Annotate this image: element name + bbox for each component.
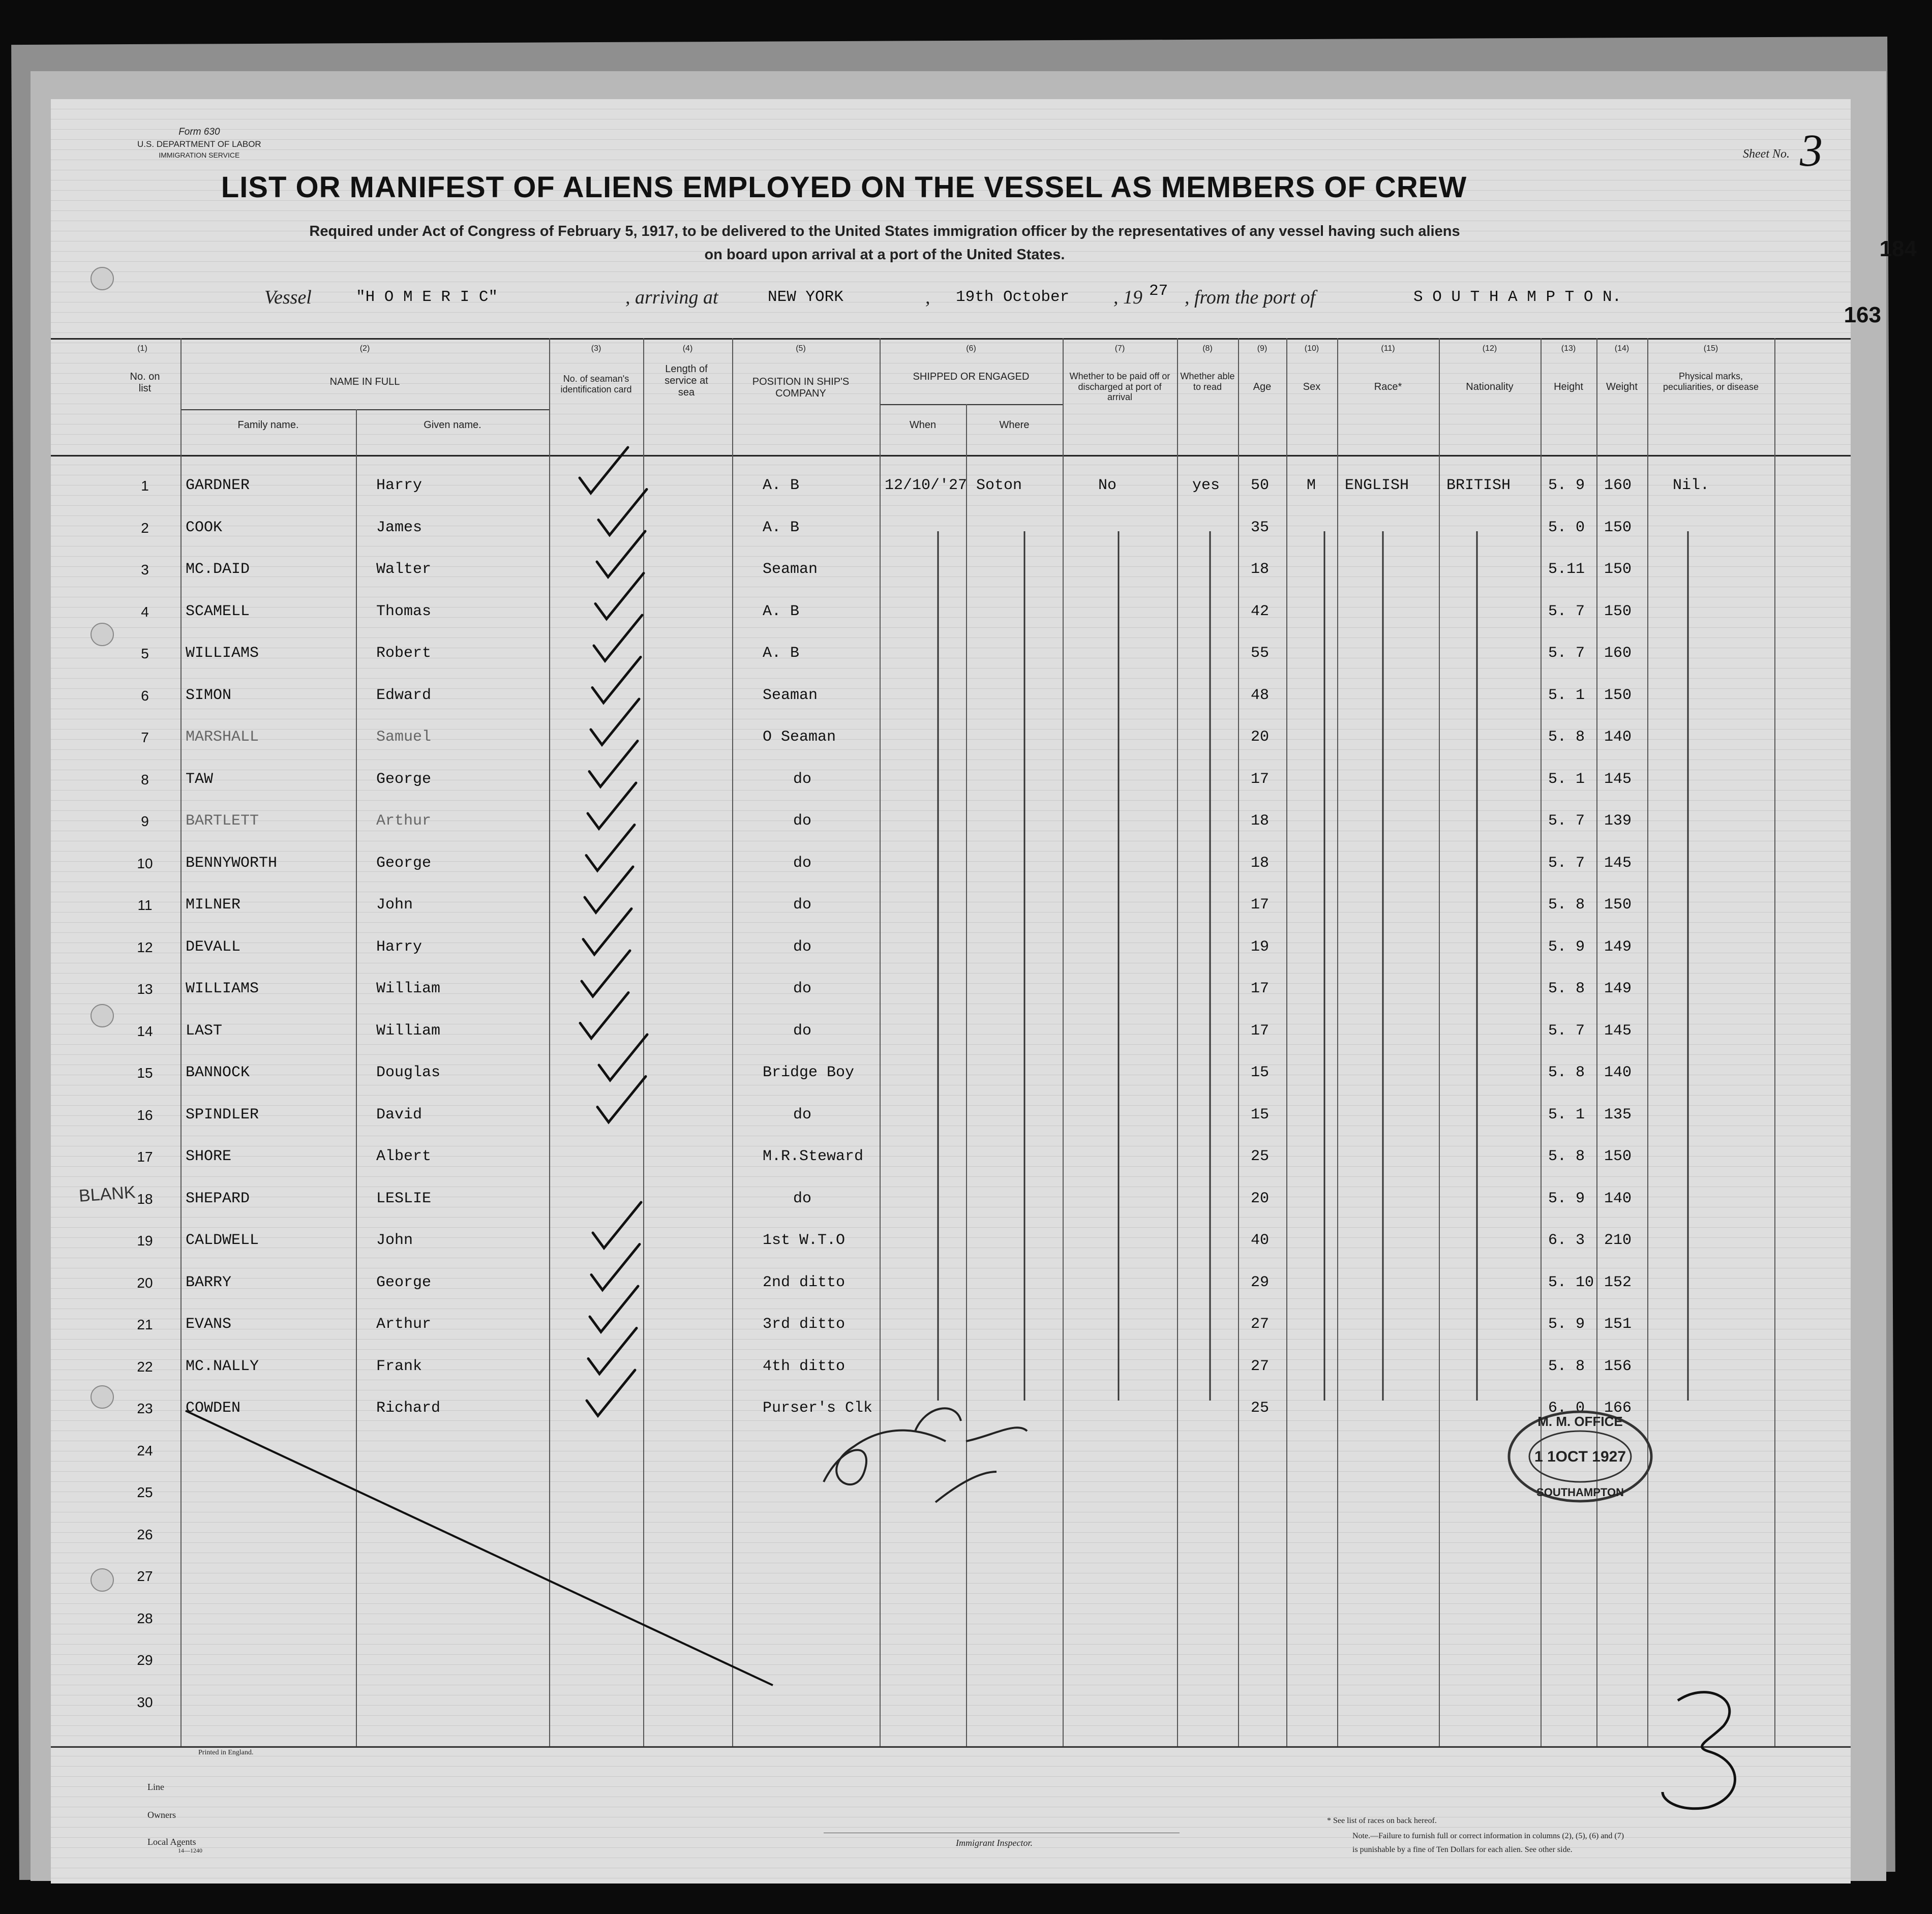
age: 17 [1251,896,1270,914]
given-name: Samuel [376,728,432,746]
row-number: 2 [141,520,149,536]
position: do [793,896,812,914]
check-mark [593,1202,641,1248]
age: 27 [1251,1357,1270,1375]
col-race-header: Race* [1374,381,1402,392]
form-number: Form 630 [178,127,220,137]
col-given-name-header: Given name. [424,419,481,431]
row-number: 4 [141,603,149,620]
col-6-number: (6) [966,344,976,353]
weight: 150 [1604,1148,1632,1165]
check-mark [588,1328,637,1374]
row-number: 18 [137,1191,153,1207]
race: ENGLISH [1345,477,1409,494]
weight: 150 [1604,686,1632,704]
position: O Seaman [763,728,836,746]
row-number: 13 [137,981,153,997]
col-position-header: POSITION IN SHIP'S COMPANY [752,376,850,399]
row-number: 29 [137,1652,153,1668]
col-14-number: (14) [1614,344,1629,353]
signature [824,1408,1027,1502]
height: 5. 7 [1548,854,1585,872]
check-mark [591,699,639,745]
age: 17 [1251,1022,1270,1040]
from-label: , from the port of [1185,287,1316,308]
row-number: 23 [137,1401,153,1416]
height: 6. 0 [1548,1400,1585,1417]
height: 5. 8 [1548,728,1585,746]
age: 27 [1251,1316,1270,1333]
printed-in: Printed in England. [198,1749,254,1756]
age: 25 [1251,1148,1270,1165]
check-mark [597,531,645,577]
given-name: George [376,770,432,788]
sheet-label: Sheet No. [1743,147,1790,161]
col-where-header: Where [999,419,1030,431]
family-name: BARRY [186,1273,232,1291]
age: 18 [1251,812,1270,830]
weight: 139 [1604,812,1632,830]
height: 5. 8 [1548,1148,1585,1165]
given-name: Edward [376,686,432,704]
family-name: BENNYWORTH [186,854,278,872]
given-name: William [376,1022,441,1040]
given-name: Richard [376,1400,441,1417]
height: 6. 3 [1548,1232,1585,1249]
given-name: LESLIE [376,1190,432,1207]
height: 5. 9 [1548,1316,1585,1333]
height: 5. 9 [1548,1190,1585,1207]
family-name: MC.DAID [186,561,250,578]
row-number: 25 [137,1484,153,1500]
col-service-header: Length of service at sea [665,363,708,398]
given-name: Walter [376,561,432,578]
weight: 151 [1604,1316,1632,1333]
col-read-header: Whether able to read [1180,371,1235,392]
row-number: 14 [137,1023,153,1039]
paid-off: No [1098,477,1117,494]
weight: 150 [1604,896,1632,914]
col-age-header: Age [1253,381,1272,392]
given-name: John [376,1232,413,1249]
position: do [793,938,812,956]
given-name: Robert [376,645,432,662]
weight: 210 [1604,1232,1632,1249]
handwriting-overlay [51,99,1851,1883]
col-8-number: (8) [1202,344,1213,353]
height: 5. 0 [1548,519,1585,536]
arriving-label: , arriving at [625,287,718,308]
position: do [793,812,812,830]
family-name: DEVALL [186,938,241,956]
height: 5. 8 [1548,1064,1585,1081]
age: 15 [1251,1064,1270,1081]
height: 5. 9 [1548,938,1585,956]
family-name: SHORE [186,1148,232,1165]
family-name: COWDEN [186,1400,241,1417]
given-name: James [376,519,422,536]
position: M.R.Steward [763,1148,864,1165]
height: 5.11 [1548,561,1585,578]
weight: 149 [1604,980,1632,997]
given-name: George [376,854,432,872]
check-mark [599,1035,647,1080]
age: 20 [1251,1190,1270,1207]
position: do [793,1106,812,1123]
family-name: MC.NALLY [186,1357,259,1375]
given-name: Harry [376,938,422,956]
weight: 150 [1604,519,1632,536]
age: 19 [1251,938,1270,956]
weight: 145 [1604,1022,1632,1040]
row-number: 15 [137,1065,153,1081]
check-mark [590,1286,638,1332]
stamp-top-text: M. M. OFFICE [1537,1414,1623,1429]
given-name: Albert [376,1148,432,1165]
col-9-number: (9) [1257,344,1267,353]
row-number: 19 [137,1233,153,1249]
weight: 135 [1604,1106,1632,1123]
position: A. B [763,519,800,536]
row-number: 27 [137,1568,153,1584]
age: 18 [1251,854,1270,872]
col-nationality-header: Nationality [1466,381,1514,392]
inspector-label: Immigrant Inspector. [956,1838,1033,1848]
col-13-number: (13) [1561,344,1576,353]
subtitle-line-2: on board upon arrival at a port of the United States. [704,247,1065,263]
position: do [793,980,812,997]
row-number: 9 [141,813,149,829]
check-mark [582,951,630,996]
row-number: 11 [137,897,153,913]
row-number: 5 [141,646,149,661]
col-marks-header: Physical marks, peculiarities, or disease [1663,371,1759,392]
col-10-number: (10) [1304,344,1319,353]
able-to-read: yes [1192,477,1220,494]
position: do [793,1190,812,1207]
given-name: Arthur [376,812,432,830]
given-name: John [376,896,413,914]
position: do [793,1022,812,1040]
position: Seaman [763,561,818,578]
check-mark [595,573,644,619]
check-mark [588,783,636,829]
given-name: Douglas [376,1064,441,1081]
weight: 140 [1604,728,1632,746]
side-number-2: 184 [1879,236,1917,261]
family-name: TAW [186,770,214,788]
position: do [793,770,812,788]
age: 20 [1251,728,1270,746]
row-number: 17 [137,1149,153,1165]
age: 42 [1251,602,1270,620]
row-number: 22 [137,1358,153,1375]
position: Seaman [763,686,818,704]
col-height-header: Height [1554,381,1583,392]
check-mark [589,741,638,787]
family-name: CALDWELL [186,1232,259,1249]
handwritten-number-mark [1663,1692,1735,1809]
family-name: BANNOCK [186,1064,250,1081]
col-7-number: (7) [1114,344,1125,353]
subtitle-line-1: Required under Act of Congress of February 5, 1917, to be delivered to the United States immigration officer by the representatives of any vessel having such aliens [309,223,1460,239]
height: 5. 1 [1548,1106,1585,1123]
col-sex-header: Sex [1303,381,1321,392]
arrival-port: NEW YORK [768,288,843,306]
given-name: William [376,980,441,997]
check-mark [591,1244,640,1290]
family-name: SIMON [186,686,232,704]
check-mark [592,657,641,703]
position: do [793,854,812,872]
position: 2nd ditto [763,1273,846,1291]
col-name-header: NAME IN FULL [329,376,400,387]
family-name: SHEPARD [186,1190,250,1207]
shipped-when: 12/10/'27 [885,477,968,494]
mm-office-stamp [1504,1406,1656,1507]
given-name: Frank [376,1357,422,1375]
col-when-header: When [909,419,937,431]
given-name: Arthur [376,1316,432,1333]
check-mark [594,615,642,661]
side-number: 163 [1844,302,1881,327]
row-number: 10 [137,855,153,871]
height: 5. 1 [1548,770,1585,788]
check-mark [598,490,647,535]
sheet-number: 3 [1800,126,1823,176]
vessel-label: Vessel [264,287,312,308]
age: 48 [1251,686,1270,704]
family-name: MILNER [186,896,241,914]
family-name: WILLIAMS [186,980,259,997]
weight: 140 [1604,1064,1632,1081]
age: 25 [1251,1400,1270,1417]
given-name: George [376,1273,432,1291]
check-mark [580,447,628,493]
year-prefix: , 19 [1113,287,1142,308]
departure-port: S O U T H A M P T O N. [1413,288,1622,306]
position: A. B [763,645,800,662]
age: 50 [1251,477,1270,494]
weight: 145 [1604,854,1632,872]
col-1-number: (1) [137,344,147,353]
service: IMMIGRATION SERVICE [159,150,240,159]
races-note: * See list of races on back hereof. [1327,1816,1437,1825]
arrival-date: 19th October [956,288,1070,306]
height: 5. 7 [1548,602,1585,620]
height: 5. 9 [1548,477,1585,494]
height: 5. 8 [1548,1357,1585,1375]
weight: 160 [1604,477,1632,494]
col-15-number: (15) [1703,344,1718,353]
family-name: BARTLETT [186,812,259,830]
position: 1st W.T.O [763,1232,846,1249]
footnote-line-2: is punishable by a fine of Ten Dollars for each alien. See other side. [1352,1845,1573,1854]
weight: 156 [1604,1357,1632,1375]
weight: 166 [1604,1400,1632,1417]
weight: 150 [1604,602,1632,620]
weight: 145 [1604,770,1632,788]
check-mark [597,1077,646,1122]
row-number: 6 [141,687,149,704]
row-number: 12 [137,939,153,955]
stamp-bottom-text: SOUTHAMPTON [1536,1486,1624,1499]
stamp-date: 1 1OCT 1927 [1534,1448,1626,1465]
height: 5. 7 [1548,645,1585,662]
age: 40 [1251,1232,1270,1249]
manifest-sheet: Form 630 U.S. DEPARTMENT OF LABOR IMMIGRATION SERVICE Sheet No. 3 163 184 LIST OR MANIFEST OF ALIENS EMPLOYED ON THE VESSEL AS MEMBERS OF CREW Required under Act of Congress of February 5, 1917, to be delivered to the United States immigration officer by the representatives of any vessel having such aliens on board upon arrival at a port of the United States. Vessel "H O M E R I C" , arriving at NEW YORK , 19th October , 19 27 , from the port of S O U T H A M P T O N. (1) No. on list (2) NAME IN FULL Family name. Given name. (3) No. of seaman's identification card (4) Length of service at sea (5) POSITION IN SHIP'S COMPANY (6) SHIPPED OR ENGAGED When Where (7) Whether to be paid off or discharged at port of arrival (8) Whether able to read (9) Age (10) Sex (11) Race* (12) Nationality (13) Height (14) Weight (15) Physical marks, peculiarities, or disease 1 GARDNER Harry A. B 12/10/'27 Soton No yes 50 M ENGLISH BRITISH 5. 9 160 Nil. 2 COOK James A. B 35 5. 0 150 3 MC.DAID Walter Seaman 18 5.11 150 4 SCAMELL Thomas A. B 42 5. 7 150 5 WILLIAMS Robert A. B 55 5. 7 160 6 SIMON Edward Seaman 48 5. 1 150 7 MARSHALL Samuel O Seaman 20 5. 8 140 8 TAW George do 17 5. 1 145 9 BARTLETT Arthur do 18 5. 7 139 10 BENNYWORTH George do 18 5. 7 145 11 MILNER John do 17 5. 8 150 12 DEVALL Harry do 19 5. 9 149 13 WILLIAMS William do 17 5. 8 149 14 LAST William do 17 5. 7 145 15 BANNOCK Douglas Bridge Boy 15 5. 8 140 16 SPINDLER David do 15 5. 1 135 17 SHORE Albert M.R.Steward 25 5. 8 150 18 SHEPARD LESLIE do 20 5. 9 140 19 CALDWELL John 1st W.T.O 40 6. 3 210 20 BARRY George 2nd ditto 29 5. 10 152 21 EVANS Arthur 3rd ditto 27 5. 9 151 22 MC.NALLY Frank 4th ditto 27 5. 8 156 23 COWDEN Richard Purser's Clk 25 6. 0 166 24 25 26 27 28 29 30 BLANK M. M. OFFICE 1 1OCT 1927 SOUTHAMPTON Printed in England. Line Owners Local Agents 14—1240 Immigrant Inspector. * See list of races on back hereof. Note.—Failure to furnish full or correct information in columns (2), (5), (6) and (7) is punishable by a fine of Ten Dollars for each alien. See other side. [51,99,1851,1883]
owners-label: Owners [147,1810,176,1820]
row-number: 3 [141,562,149,578]
given-name: David [376,1106,422,1123]
nationality: BRITISH [1446,477,1511,494]
year-suffix: 27 [1149,282,1168,300]
weight: 149 [1604,938,1632,956]
age: 17 [1251,980,1270,997]
col-family-name-header: Family name. [237,419,299,431]
row-number: 20 [137,1274,153,1291]
form-code: 14—1240 [178,1847,202,1854]
family-name: SPINDLER [186,1106,259,1123]
family-name: MARSHALL [186,728,259,746]
col-3-number: (3) [591,344,601,353]
col-no-header: No. on list [130,371,160,394]
age: 15 [1251,1106,1270,1123]
given-name: Harry [376,477,422,494]
row-number: 28 [137,1610,153,1626]
position: Bridge Boy [763,1064,855,1081]
footnote-line-1: Note.—Failure to furnish full or correct information in columns (2), (5), (6) and (7) [1352,1832,1624,1840]
sex: M [1307,477,1316,494]
col-12-number: (12) [1482,344,1497,353]
age: 18 [1251,561,1270,578]
col-2-number: (2) [359,344,370,353]
family-name: EVANS [186,1316,232,1333]
age: 17 [1251,770,1270,788]
given-name: Thomas [376,602,432,620]
position: 3rd ditto [763,1316,846,1333]
row-number: 16 [137,1107,153,1123]
line-label: Line [147,1782,164,1792]
check-mark [585,867,633,913]
height: 5. 8 [1548,980,1585,997]
age: 35 [1251,519,1270,536]
row-number: 26 [137,1526,153,1542]
height: 5. 10 [1548,1273,1594,1291]
col-paid-off-header: Whether to be paid off or discharged at port of arrival [1069,371,1170,403]
department: U.S. DEPARTMENT OF LABOR [137,139,261,149]
check-mark [583,909,631,955]
col-id-card-header: No. of seaman's identification card [560,374,632,394]
weight: 150 [1604,561,1632,578]
weight: 152 [1604,1273,1632,1291]
agents-label: Local Agents [147,1837,196,1847]
height: 5. 7 [1548,1022,1585,1040]
check-mark [586,825,635,871]
void-strike-line [186,1411,773,1685]
height: 5. 7 [1548,812,1585,830]
col-shipped-header: SHIPPED OR ENGAGED [913,371,1030,382]
row-number: 1 [141,478,149,494]
position: A. B [763,602,800,620]
shipped-where: Soton [976,477,1022,494]
physical-marks: Nil. [1673,477,1710,494]
col-5-number: (5) [796,344,806,353]
weight: 160 [1604,645,1632,662]
age: 29 [1251,1273,1270,1291]
height: 5. 1 [1548,686,1585,704]
row-number: 24 [137,1442,153,1459]
row-number: 7 [141,730,149,745]
row-number: 8 [141,771,149,787]
family-name: WILLIAMS [186,645,259,662]
check-mark [580,993,628,1039]
position: 4th ditto [763,1357,846,1375]
family-name: GARDNER [186,477,250,494]
row-number: 21 [137,1317,153,1332]
col-4-number: (4) [682,344,693,353]
family-name: SCAMELL [186,602,250,620]
col-11-number: (11) [1381,344,1395,353]
position: Purser's Clk [763,1400,873,1417]
height: 5. 8 [1548,896,1585,914]
family-name: LAST [186,1022,223,1040]
age: 55 [1251,645,1270,662]
weight: 140 [1604,1190,1632,1207]
col-weight-header: Weight [1606,381,1638,392]
page-title: LIST OR MANIFEST OF ALIENS EMPLOYED ON THE VESSEL AS MEMBERS OF CREW [221,171,1467,204]
row-number: 30 [137,1694,153,1710]
check-mark [587,1370,635,1416]
vessel-name: "H O M E R I C" [356,288,498,306]
family-name: COOK [186,519,223,536]
position: A. B [763,477,800,494]
margin-note-blank: BLANK [78,1182,136,1206]
